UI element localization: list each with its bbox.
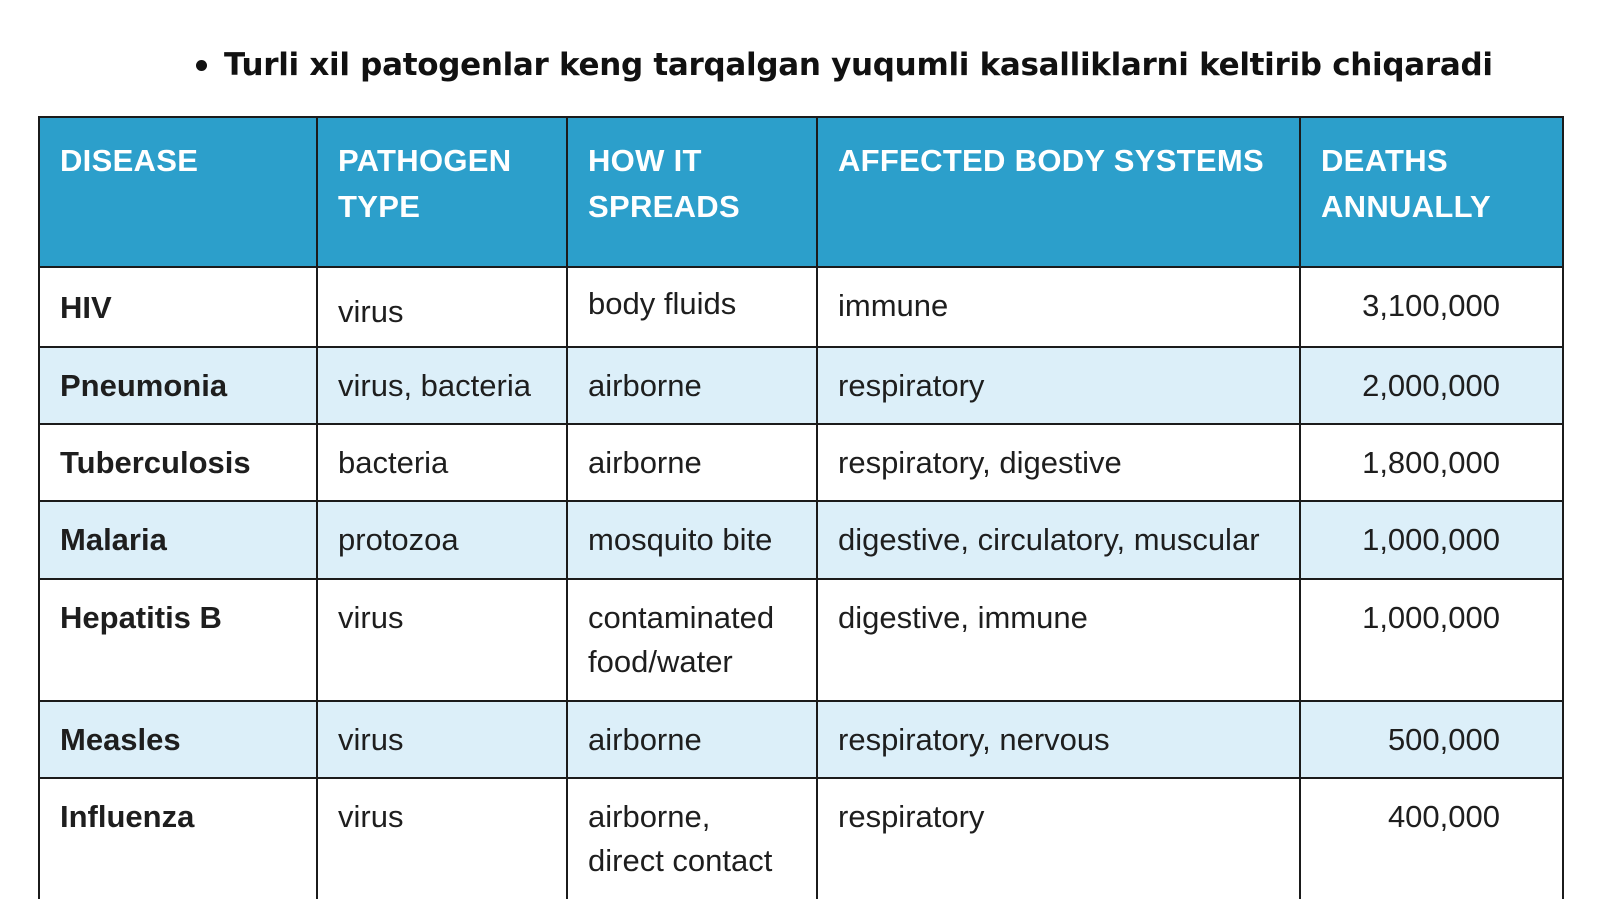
cell-pathogen: virus — [317, 579, 567, 701]
cell-deaths: 2,000,000 — [1300, 347, 1563, 424]
cell-spread: airborne — [567, 347, 817, 424]
disease-table-container — [38, 116, 1562, 899]
cell-disease: Pneumonia — [39, 347, 317, 424]
cell-pathogen: virus — [317, 778, 567, 899]
cell-disease: Influenza — [39, 778, 317, 899]
cell-deaths: 3,100,000 — [1300, 267, 1563, 347]
cell-deaths: 500,000 — [1300, 701, 1563, 778]
cell-pathogen: virus — [317, 267, 567, 347]
bullet-heading — [196, 40, 1493, 90]
cell-pathogen: virus, bacteria — [317, 347, 567, 424]
cell-deaths: 1,800,000 — [1300, 424, 1563, 501]
cell-disease: Hepatitis B — [39, 579, 317, 701]
table-row — [39, 778, 1563, 899]
cell-deaths: 1,000,000 — [1300, 579, 1563, 701]
header-deaths-annually: DEATHS ANNUALLY — [1300, 117, 1563, 267]
cell-systems: respiratory, nervous — [817, 701, 1300, 778]
cell-disease: HIV — [39, 267, 317, 347]
cell-spread: airborne — [567, 424, 817, 501]
cell-spread: body fluids — [567, 267, 817, 347]
header-how-it-spreads: HOW IT SPREADS — [567, 117, 817, 267]
header-disease: DISEASE — [39, 117, 317, 267]
cell-systems: respiratory — [817, 778, 1300, 899]
cell-systems: digestive, immune — [817, 579, 1300, 701]
cell-systems: respiratory, digestive — [817, 424, 1300, 501]
heading-text: Turli xil patogenlar keng tarqalgan yuqumli kasalliklarni keltirib chiqaradi — [224, 47, 1493, 83]
table-row — [39, 579, 1563, 701]
header-affected-body-systems: AFFECTED BODY SYSTEMS — [817, 117, 1300, 267]
cell-deaths: 1,000,000 — [1300, 501, 1563, 579]
cell-pathogen: protozoa — [317, 501, 567, 579]
table-row — [39, 347, 1563, 424]
cell-spread: airborne — [567, 701, 817, 778]
cell-spread: contaminated food/water — [567, 579, 817, 701]
cell-spread: mosquito bite — [567, 501, 817, 579]
header-pathogen-type: PATHOGEN TYPE — [317, 117, 567, 267]
table-row — [39, 501, 1563, 579]
table-header-row — [39, 117, 1563, 267]
cell-systems: digestive, circulatory, muscular — [817, 501, 1300, 579]
cell-systems: respiratory — [817, 347, 1300, 424]
cell-pathogen: bacteria — [317, 424, 567, 501]
cell-pathogen: virus — [317, 701, 567, 778]
cell-spread: airborne, direct contact — [567, 778, 817, 899]
cell-systems: immune — [817, 267, 1300, 347]
cell-disease: Malaria — [39, 501, 317, 579]
table-row — [39, 424, 1563, 501]
table-row — [39, 267, 1563, 347]
cell-disease: Tuberculosis — [39, 424, 317, 501]
disease-table — [38, 116, 1564, 899]
cell-deaths: 400,000 — [1300, 778, 1563, 899]
table-row — [39, 701, 1563, 778]
bullet-dot-icon — [196, 60, 207, 71]
cell-disease: Measles — [39, 701, 317, 778]
